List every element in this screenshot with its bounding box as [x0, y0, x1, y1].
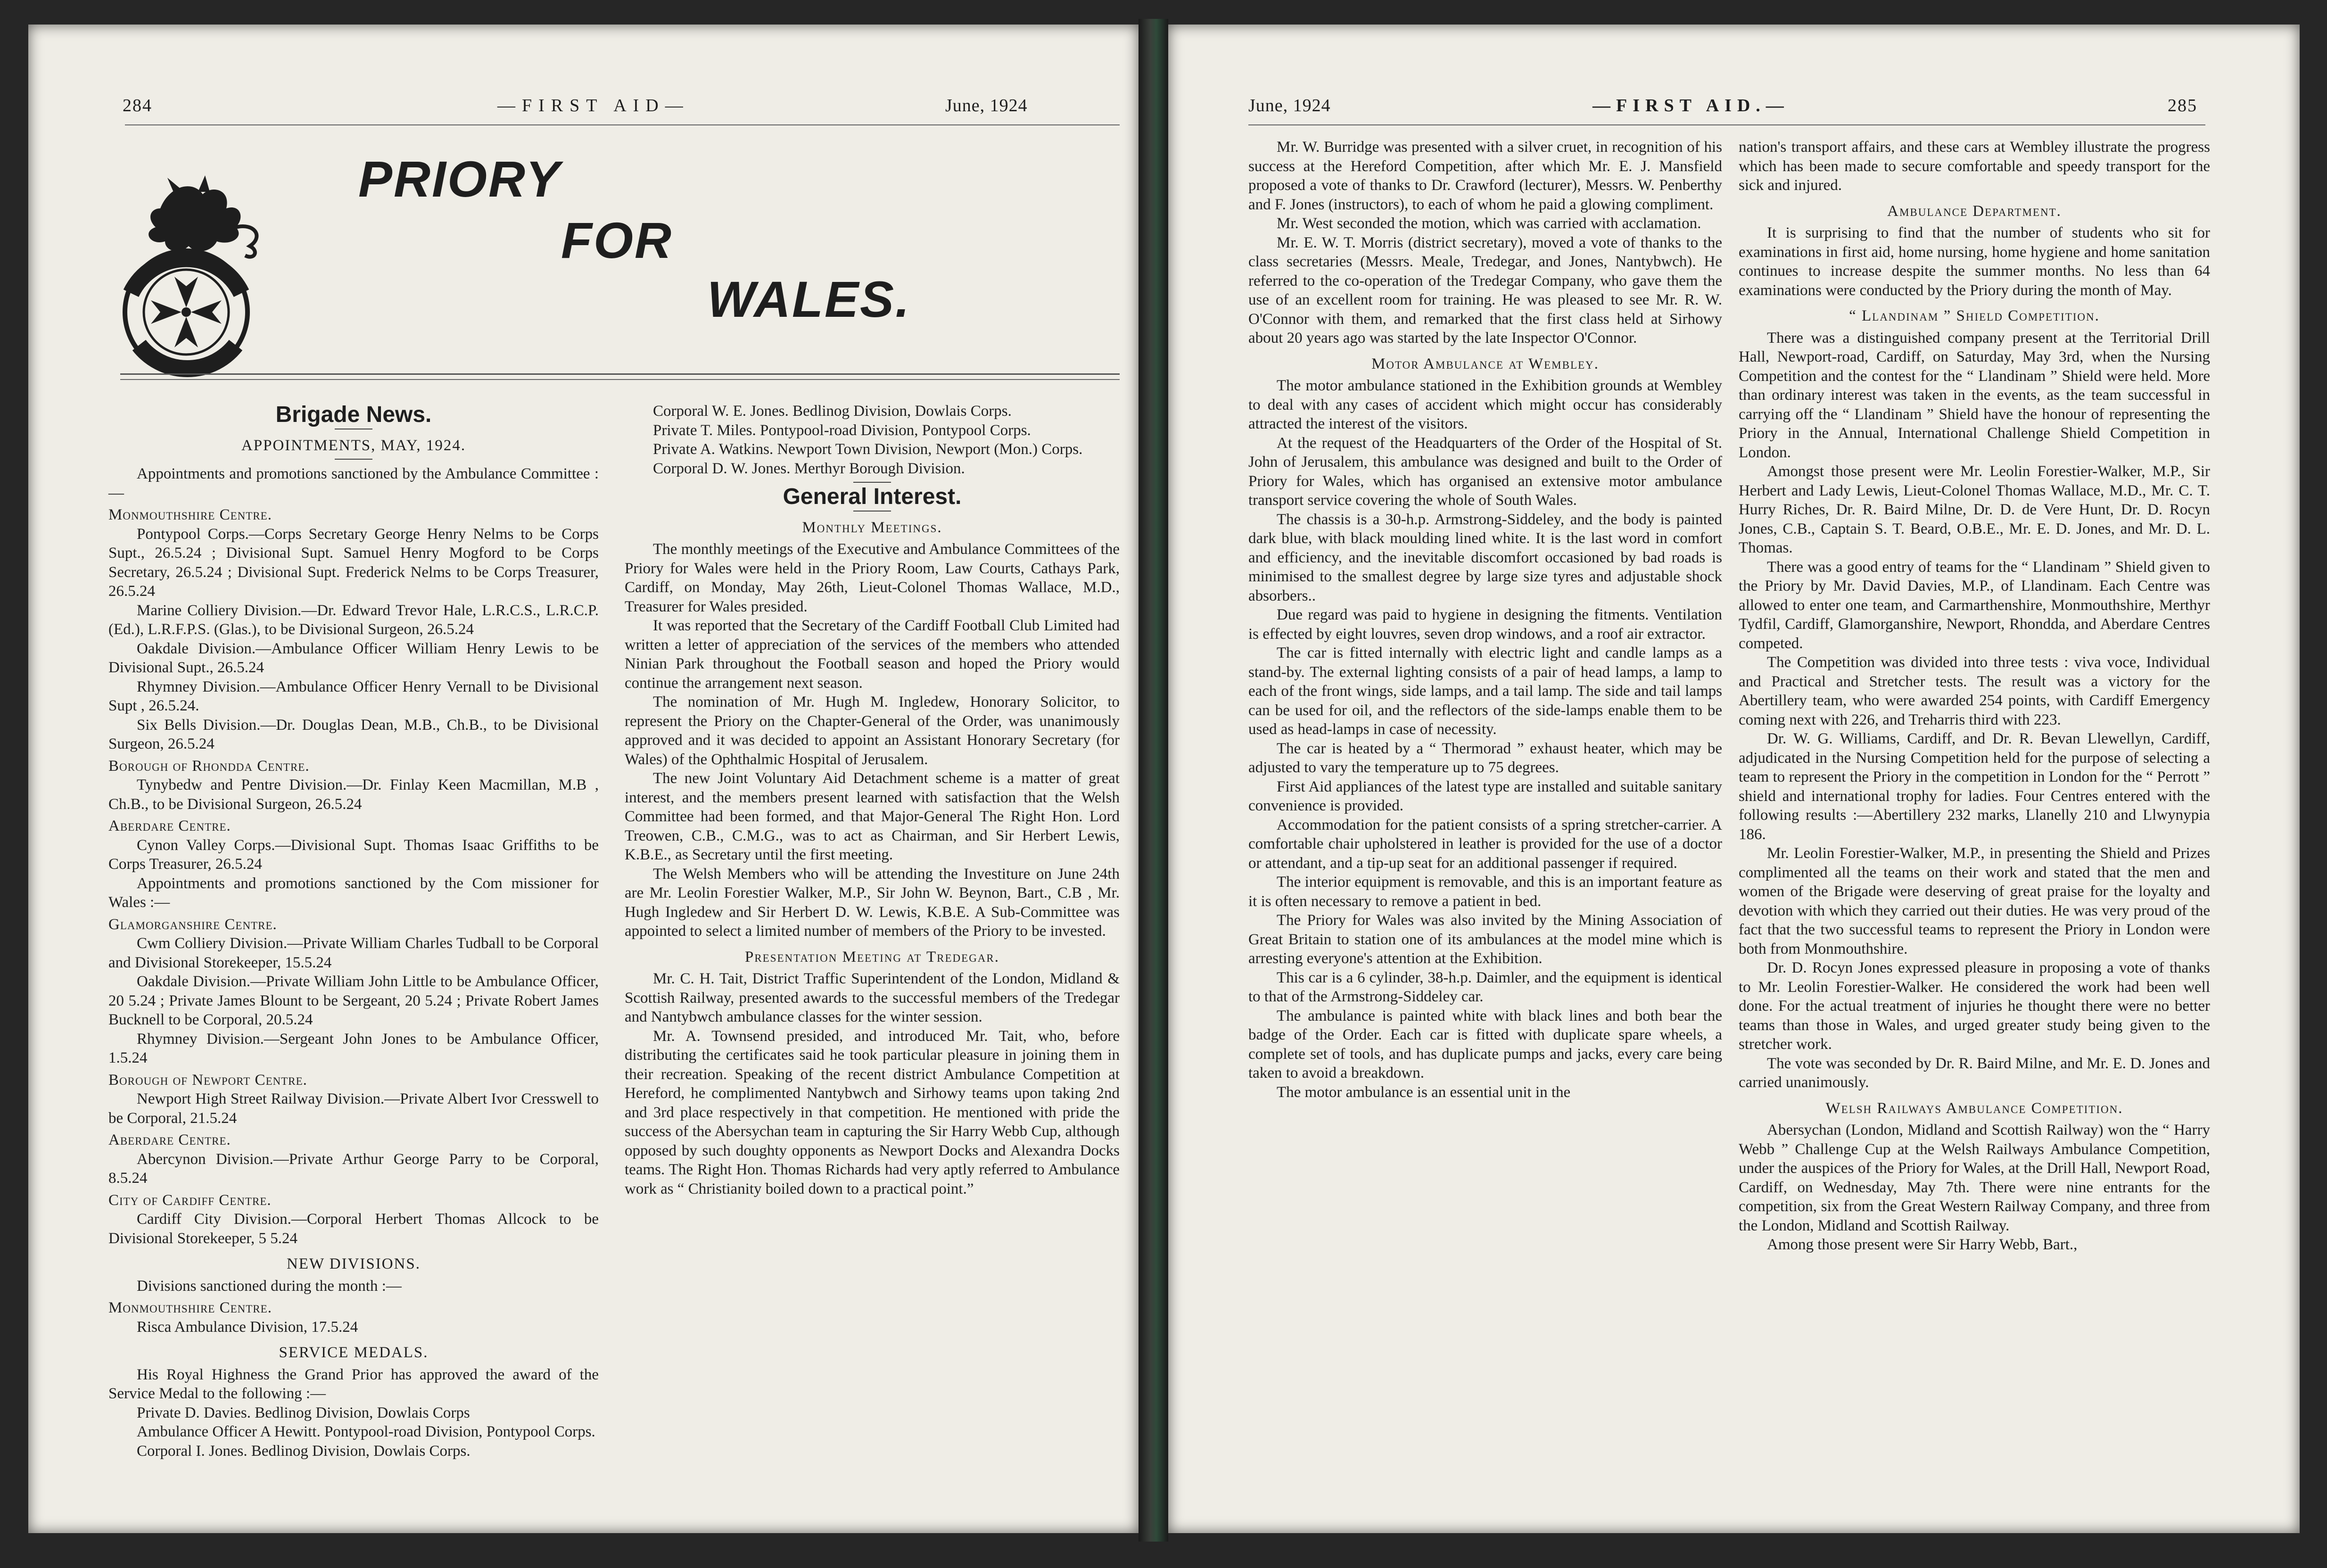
masthead-rule-bottom: [120, 379, 1120, 380]
general-interest-heading: General Interest.: [783, 484, 962, 509]
paragraph: The Welsh Members who will be attending the Investiture on June 24th are Mr. Leolin Forestier Walker, M.P., Sir John W. Beynon, Bart., C.B , Mr. Hugh Ingledew and Sir Herbert D. W. Lewis, K.B.E. A Sub-Committee was appointed to select a limited number of members of the Priory to be invested.: [625, 865, 1120, 940]
paragraph: Mr. C. H. Tait, District Traffic Superintendent of the London, Midland & Scottish Railway, presented awards to the successful members of the Tredegar and Nantybwch ambulance classes for the winter session.: [625, 970, 1120, 1025]
paragraph: Mr. Leolin Forestier-Walker, M.P., in presenting the Shield and Prizes complimented all the teams on their work and stated that the men and women of the Brigade were deserving of great praise for the loyalty and devotion with which they carried out their duties. He was very proud of the fact that the two successful teams to represent the Priory in London were both from Monmouthshire.: [1739, 845, 2210, 957]
service-medals-subheading: SERVICE MEDALS.: [279, 1344, 429, 1361]
paragraph: Divisions sanctioned during the month :—: [137, 1277, 402, 1295]
section-label: Monmouthshire Centre.: [108, 1299, 272, 1316]
paragraph: It was reported that the Secretary of the Cardiff Football Club Limited had written a letter of appreciation of the services of the members who attended Ninian Park throughout the Football season and hoped the Priory would continue the arrangement next season.: [625, 617, 1120, 692]
divider: [335, 459, 372, 460]
paragraph: At the request of the Headquarters of the Order of the Hospital of St. John of Jerusalem, this ambulance was designed and built to the Order of Priory for Wales, which has organised an extensive motor ambulance transport service covering the whole of South Wales.: [1248, 434, 1722, 509]
paragraph: nation's transport affairs, and these cars at Wembley illustrate the progress which has been made to secure comfortable and speedy transport for the sick and injured.: [1739, 139, 2210, 194]
paragraph: Due regard was paid to hygiene in designing the fitments. Ventilation is effected by eight louvres, seven drop windows, and a roof air extractor.: [1248, 606, 1722, 643]
masthead-line2: FOR: [561, 212, 673, 269]
right-running-head: [1168, 95, 2300, 128]
paragraph: First Aid appliances of the latest type are installed and suitable sanitary convenience is provided.: [1248, 778, 1722, 814]
paragraph: Six Bells Division.—Dr. Douglas Dean, M.B., Ch.B., to be Divisional Surgeon, 26.5.24: [108, 716, 599, 752]
paragraph: Among those present were Sir Harry Webb, Bart.,: [1767, 1236, 2078, 1253]
paragraph: Corporal W. E. Jones. Bedlinog Division, Dowlais Corps.: [653, 403, 1012, 420]
paragraph: Accommodation for the patient consists of a spring stretcher-carrier. A comfortable chair upholstered in leather is provided for the use of a doctor or attendant, and a tip-up seat for an additional passenger if required.: [1248, 816, 1722, 872]
paragraph: The chassis is a 30-h.p. Armstrong-Siddeley, and the body is painted dark blue, with black moulding lined white. It is the last word in comfort and efficiency, and the inevitable discomfort occasioned by bad roads is minimised to the smallest degree by large size tyres and adjustable shock absorbers..: [1248, 511, 1722, 604]
masthead-line1: PRIORY: [358, 150, 561, 207]
paragraph: Mr. West seconded the motion, which was carried with acclamation.: [1277, 215, 1701, 232]
right-page-number: 285: [2168, 96, 2197, 116]
paragraph: Rhymney Division.—Sergeant John Jones to be Ambulance Officer, 1.5.24: [108, 1030, 599, 1066]
paragraph: This car is a 6 cylinder, 38-h.p. Daimler, and the equipment is identical to that of the Armstrong-Siddeley car.: [1248, 969, 1722, 1005]
section-label: Glamorganshire Centre.: [108, 916, 277, 933]
section-label: Monthly Meetings.: [802, 519, 942, 536]
paragraph: Ambulance Officer A Hewitt. Pontypool-road Division, Pontypool Corps.: [137, 1423, 595, 1440]
paragraph: Private T. Miles. Pontypool-road Division, Pontypool Corps.: [653, 421, 1031, 439]
book-gutter: [1139, 19, 1168, 1542]
left-page: [28, 25, 1139, 1533]
left-running-head: [28, 95, 1139, 128]
paragraph: Cynon Valley Corps.—Divisional Supt. Thomas Isaac Griffiths to be Corps Treasurer, 26.5.24: [108, 836, 599, 873]
paragraph: It is surprising to find that the number of students who sit for examinations in first aid, home nursing, home hygiene and home sanitation continues to increase despite the summer months. No less than 64 examinations were conducted by the Priory during the month of May.: [1739, 224, 2210, 299]
paragraph: The car is fitted internally with electric light and candle lamps as a stand-by. The external lighting consists of a pair of head lamps, a lamp to each of the front wings, side lamps, and a tail lamp. The side and tail lamps can be used for oil, and the reflectors of the side-lamps enable them to be used as head-lamps in case of necessity.: [1248, 644, 1722, 738]
paragraph: Mr. A. Townsend presided, and introduced Mr. Tait, who, before distributing the certificates said he took particular pleasure in joining them in their recreation. Speaking of the recent district Ambulance Competition at Hereford, he complimented Nantybwch and Sirhowy teams upon taking 2nd and 3rd place respectively in that competition. He mentioned with pride the success of the Abersychan team in capturing the Sir Harry Webb Cup, although opposed by such doughty opponents as Newport Docks and Alexandra Docks teams. The Right Hon. Thomas Richards had very aptly referred to Ambulance work as “ Christianity boiled down to a practical point.”: [625, 1027, 1120, 1197]
right-column-1: [1248, 138, 1722, 1102]
section-label: Ambulance Department.: [1887, 202, 2062, 220]
paragraph: The motor ambulance is an essential unit in the: [1277, 1083, 1571, 1101]
paragraph: Private A. Watkins. Newport Town Division, Newport (Mon.) Corps.: [653, 441, 1083, 458]
left-column-2: [625, 402, 1120, 1198]
section-label: Monmouthshire Centre.: [108, 506, 272, 523]
paragraph: There was a good entry of teams for the “ Llandinam ” Shield given to the Priory by Mr. David Davies, M.P., of Llandinam. Each Centre was allowed to enter one team, and Carmarthenshire, Monmouthshire, Merthyr Tydfil, Cardiff, Glamorganshire, Newport, Rhondda, and Aberdare Centres competed.: [1739, 558, 2210, 652]
appointments-subheading: APPOINTMENTS, MAY, 1924.: [241, 437, 466, 454]
section-label: Borough of Newport Centre.: [108, 1071, 307, 1089]
paragraph: Amongst those present were Mr. Leolin Forestier-Walker, M.P., Sir Herbert and Lady Lewis, Lieut-Colonel Thomas Wallace, M.D., Mr. C. T. Hurry Riches, Dr. R. Baird Milne, Dr. D. de Vere Hunt, Dr. D. Rocyn Jones, C.B., Captain S. T. Beard, O.B.E., Mr. E. D. Jones, and Mr. D. L. Thomas.: [1739, 463, 2210, 556]
section-label: “ Llandinam ” Shield Competition.: [1849, 307, 2100, 324]
divider: [853, 482, 891, 483]
paragraph: The interior equipment is removable, and this is an important feature as it is often necessary to remove a patient in bed.: [1248, 874, 1722, 910]
paragraph: Tynybedw and Pentre Division.—Dr. Finlay Keen Macmillan, M.B , Ch.B., to be Divisional Surgeon, 26.5.24: [108, 776, 599, 813]
right-page: [1168, 25, 2300, 1533]
section-label: City of Cardiff Centre.: [108, 1191, 272, 1209]
left-page-number: 284: [123, 96, 152, 116]
paragraph: Risca Ambulance Division, 17.5.24: [137, 1318, 358, 1336]
section-label: Presentation Meeting at Tredegar.: [744, 948, 1000, 966]
paragraph: The motor ambulance stationed in the Exhibition grounds at Wembley to deal with any cases of accident which might occur has considerably attracted the interest of the visitors.: [1248, 377, 1722, 432]
paragraph: Corporal I. Jones. Bedlinog Division, Dowlais Corps.: [137, 1442, 470, 1460]
section-label: Aberdare Centre.: [108, 1131, 231, 1148]
paragraph: Cardiff City Division.—Corporal Herbert Thomas Allcock to be Divisional Storekeeper, 5 5.24: [108, 1211, 599, 1247]
paragraph: The Priory for Wales was also invited by the Mining Association of Great Britain to station one of its ambulances at the model mine which is arresting everyone's attention at the Exhibition.: [1248, 912, 1722, 967]
paragraph: Mr. W. Burridge was presented with a silver cruet, in recognition of his success at the Hereford Competition, after which Mr. E. J. Mansfield proposed a vote of thanks to Dr. Crawford (lecturer), Messrs. W. Penberthy and F. Jones (instructors), to each of whom he paid a glowing compliment.: [1248, 139, 1722, 213]
paragraph: Oakdale Division.—Ambulance Officer William Henry Lewis to be Divisional Supt., 26.5.24: [108, 640, 599, 676]
new-divisions-subheading: NEW DIVISIONS.: [286, 1255, 421, 1272]
left-head-rule: [125, 124, 1120, 125]
paragraph: Pontypool Corps.—Corps Secretary George Henry Nelms to be Corps Supt., 26.5.24 ; Divisional Supt. Samuel Henry Mogford to be Corps Secretary, 26.5.24 ; Divisional Supt. Frederick Nelms to be Corps Treasurer, 26.5.24: [108, 525, 599, 600]
paragraph: Cwm Colliery Division.—Private William Charles Tudball to be Corporal and Divisional Storekeeper, 15.5.24: [108, 935, 599, 971]
divider: [853, 511, 891, 512]
paragraph: Mr. E. W. T. Morris (district secretary), moved a vote of thanks to the class secretaries (Messrs. Meale, Tredegar, and Jones, Nantybwch). He referred to the co-operation of the Tredegar Company, who gave them the use of an excellent room for training. He was pleased to see Mr. R. W. O'Connor with them, and remarked that the first class held at Sirhowy about 20 years ago was started by the late Inspector O'Connor.: [1248, 234, 1722, 347]
paragraph: The vote was seconded by Dr. R. Baird Milne, and Mr. E. D. Jones and carried unanimously.: [1739, 1055, 2210, 1091]
paragraph: Dr. W. G. Williams, Cardiff, and Dr. R. Bevan Llewellyn, Cardiff, adjudicated in the Nursing Competition held for the purpose of selecting a team to represent the Priory in the competition in London for the “ Perrott ” shield and international trophy for ladies. Four Centres entered with the following results :—Abertillery 232 marks, Llanelly 210 and Llwynypia 186.: [1739, 730, 2210, 843]
right-head-rule: [1248, 124, 2205, 125]
paragraph: Rhymney Division.—Ambulance Officer Henry Vernall to be Divisional Supt , 26.5.24.: [108, 678, 599, 714]
paragraph: Newport High Street Railway Division.—Private Albert Ivor Cresswell to be Corporal, 21.5.24: [108, 1090, 599, 1127]
masthead-line3: WALES.: [707, 271, 911, 328]
paragraph: Marine Colliery Division.—Dr. Edward Trevor Hale, L.R.C.S., L.R.C.P. (Ed.), L.R.F.P.S. (Glas.), to be Divisional Surgeon, 26.5.24: [108, 602, 599, 638]
paragraph: Appointments and promotions sanctioned by the Com missioner for Wales :—: [108, 875, 599, 911]
section-label: Aberdare Centre.: [108, 817, 231, 834]
paragraph: Dr. D. Rocyn Jones expressed pleasure in proposing a vote of thanks to Mr. Leolin Forestier-Walker. He considered the work had been well done. For the actual treatment of injuries he thought there were no better teams than those in Wales, and urged greater study being given to the stretcher work.: [1739, 959, 2210, 1053]
paragraph: The nomination of Mr. Hugh M. Ingledew, Honorary Solicitor, to represent the Priory on the Chapter-General of the Order, was unanimously approved and it was decided to appoint an Assistant Honorary Secretary (for Wales) of the Ophthalmic Hospital of Jerusalem.: [625, 693, 1120, 768]
paragraph: Abercynon Division.—Private Arthur George Parry to be Corporal, 8.5.24: [108, 1150, 599, 1187]
masthead-rule-top: [120, 373, 1120, 375]
order-of-st-john-wales-emblem-icon: [104, 175, 273, 378]
paragraph: Oakdale Division.—Private William John Little to be Ambulance Officer, 20 5.24 ; Private James Blount to be Sergeant, 20 5.24 ; Private Robert James Bucknell to be Corporal, 20.5.24: [108, 973, 599, 1028]
right-running-title: —FIRST AID.—: [1593, 96, 1790, 116]
paragraph: Abersychan (London, Midland and Scottish Railway) won the “ Harry Webb ” Challenge Cup at the Welsh Railways Ambulance Competition, under the auspices of the Priory for Wales, at the Drill Hall, Newport Road, Cardiff, on Wednesday, May 7th. There were nine entrants for the competition, six from the Great Western Railway Company, and three from the London, Midland and Scottish Railway.: [1739, 1122, 2210, 1234]
paragraph: Private D. Davies. Bedlinog Division, Dowlais Corps: [137, 1404, 470, 1421]
paragraph: The monthly meetings of the Executive and Ambulance Committees of the Priory for Wales were held in the Priory Room, Law Courts, Cathays Park, Cardiff, on Monday, May 26th, Lieut-Colonel Thomas Wallace, M.D., Treasurer for Wales presided.: [625, 541, 1120, 615]
section-label: Welsh Railways Ambulance Competition.: [1825, 1099, 2123, 1117]
left-date: June, 1924: [945, 96, 1028, 116]
section-label: Borough of Rhondda Centre.: [108, 757, 310, 775]
paragraph: His Royal Highness the Grand Prior has approved the award of the Service Medal to the following :—: [108, 1366, 599, 1402]
left-column-1: [108, 402, 599, 1461]
paragraph: Appointments and promotions sanctioned by the Ambulance Committee :—: [108, 465, 599, 502]
section-label: Motor Ambulance at Wembley.: [1371, 355, 1599, 372]
paragraph: There was a distinguished company present at the Territorial Drill Hall, Newport-road, Cardiff, on Saturday, May 3rd, when the Nursing Competition and the contest for the “ Llandinam ” Shield were held. More than ordinary interest was taken in the events, as the team successful in carrying off the “ Llandinam ” Shield have the honour of representing the Priory in the Annual, International Challenge Shield Competition in London.: [1739, 329, 2210, 461]
paragraph: The Competition was divided into three tests : viva voce, Individual and Practical and Stretcher tests. The result was a victory for the Abertillery team, who were awarded 254 points, with Cardiff Emergency coming next with 226, and Treharris third with 223.: [1739, 654, 2210, 728]
right-column-2: [1739, 138, 2210, 1254]
paragraph: Corporal D. W. Jones. Merthyr Borough Division.: [653, 460, 965, 477]
left-running-title: —FIRST AID—: [497, 96, 690, 116]
paragraph: The ambulance is painted white with black lines and both bear the badge of the Order. Each car is fitted with duplicate spare wheels, a complete set of tools, and has duplicate pumps and jacks, every care being taken to avoid a breakdown.: [1248, 1007, 1722, 1081]
brigade-news-heading: Brigade News.: [275, 402, 432, 427]
paragraph: The new Joint Voluntary Aid Detachment scheme is a matter of great interest, and the members present learned with satisfaction that the Welsh Committee had been formed, and that Major-General The Right Hon. Lord Treowen, C.B., C.M.G., was to act as Chairman, and Sir Herbert Lewis, K.B.E., as Secretary until the first meeting.: [625, 770, 1120, 863]
paragraph: The car is heated by a “ Thermorad ” exhaust heater, which may be adjusted to vary the temperature up to 75 degrees.: [1248, 740, 1722, 776]
right-date: June, 1924: [1248, 96, 1331, 116]
